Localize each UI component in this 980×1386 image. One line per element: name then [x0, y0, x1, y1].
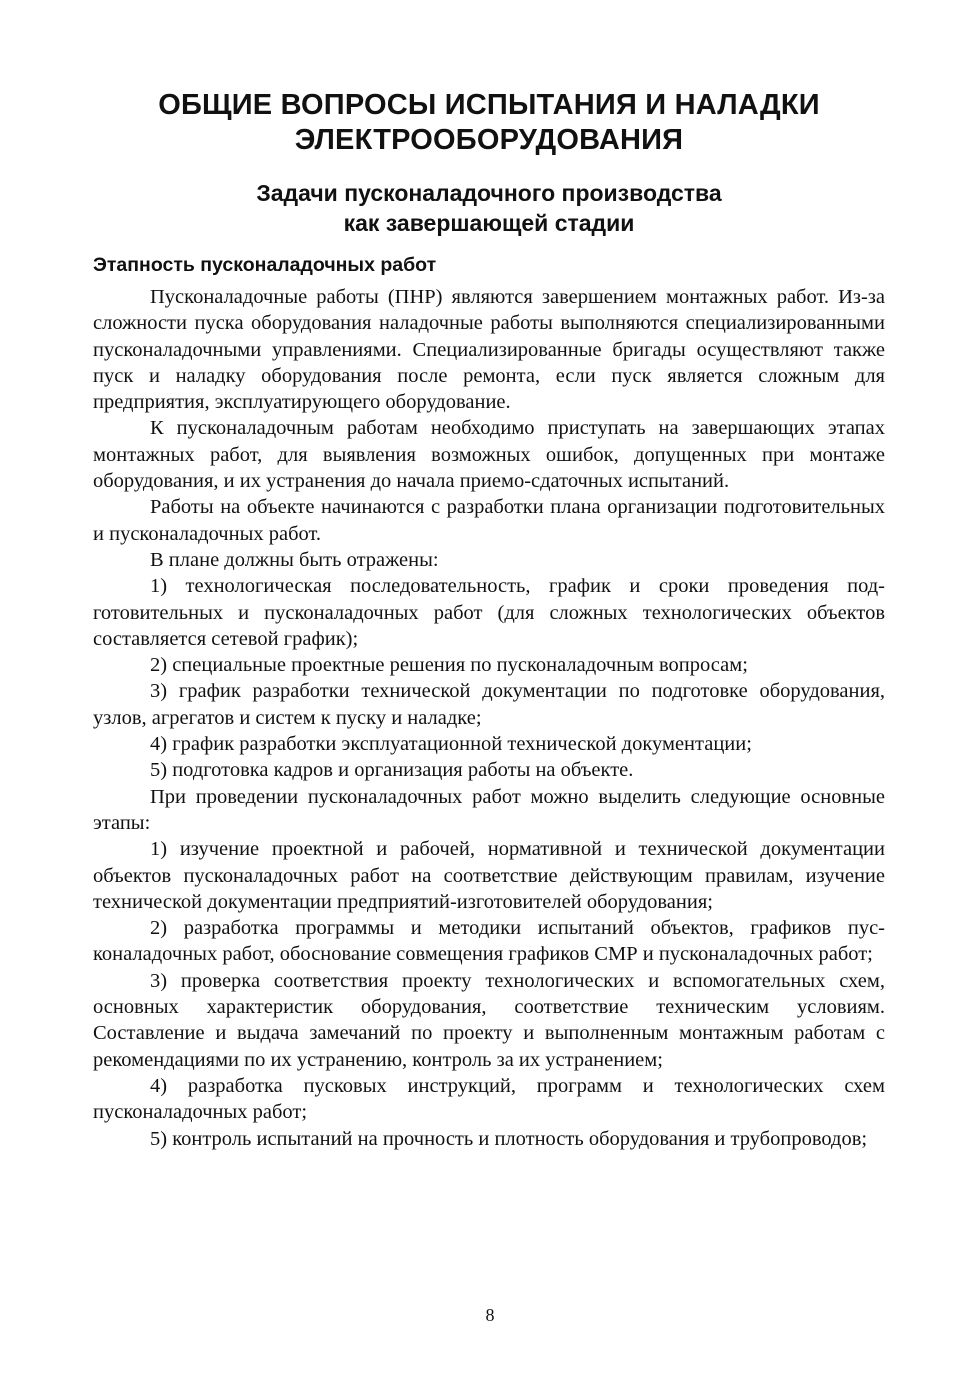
- paragraph: Работы на объекте начинаются с разработки плана организации подготовительных и пусконаладочных работ.: [93, 496, 885, 545]
- page-number: 8: [485, 1305, 495, 1325]
- list-item: 3) проверка соответствия проекту технологических и вспомогательных схем, основных характеристик оборудования, соответствие техническим условиям. Составление и выдача замечаний по проекту и выполненным монтажным работам с рекомендациями по их устранению, контроль за их устранением;: [93, 969, 885, 1071]
- subtitle: [93, 178, 885, 238]
- list-item: 4) график разработки эксплуатационной технической документации;: [150, 733, 752, 756]
- paragraph: При проведении пусконаладочных работ можно выделить следующие основные этапы:: [93, 785, 885, 834]
- list-item: 5) подготовка кадров и организация работы на объекте.: [150, 759, 634, 782]
- section-heading: Этапность пусконаладочных работ: [93, 254, 437, 276]
- paragraph: В плане должны быть отражены:: [150, 548, 439, 571]
- main-title-line-1: ОБЩИЕ ВОПРОСЫ ИСПЫТАНИЯ И НАЛАДКИ: [158, 89, 820, 121]
- document-page: [93, 88, 885, 1152]
- list-item: 2) специальные проектные решения по пусконаладочным вопросам;: [150, 654, 748, 677]
- main-title-line-2: ЭЛЕКТРООБОРУДОВАНИЯ: [294, 124, 684, 156]
- list-item: 4) разработка пусковых инструкций, программ и технологических схем пусконаладочных работ;: [93, 1074, 885, 1124]
- paragraph: К пусконаладочным работам необходимо приступать на завершающих этапах монтажных работ, для выявления возможных ошибок, допущенных при монтаже оборудования, и их устранения до начала приемо-сдаточных испытаний.: [93, 417, 885, 493]
- list-item: 3) график разработки технической документации по подготовке оборудования, узлов, агрегатов и систем к пуску и наладке;: [93, 680, 885, 729]
- list-item: 5) контроль испытаний на прочность и плотность оборудования и трубопроводов;: [150, 1127, 868, 1150]
- subtitle-line-2: как завершающей стадии: [343, 210, 635, 236]
- list-item: 2) разработка программы и методики испытаний объектов, графиков пусконаладочных работ, обоснование совмещения графиков СМР и пусконаладочных работ;: [93, 917, 885, 966]
- subtitle-line-1: Задачи пусконаладочного производства: [256, 180, 722, 206]
- paragraph: Пусконаладочные работы (ПНР) являются завершением монтажных работ. Из-за сложности пуска оборудования наладочные работы выполняются специализированными пусконаладочными управлениями. Специализированные бригады осуществляют также пуск и наладку оборудования после ремонта, если пуск является сложным для предприятия, эксплуатирующего оборудование.: [93, 286, 885, 414]
- list-item: 1) технологическая последовательность, график и сроки проведения подготовительных и пусконаладочных работ (для сложных технологических объектов составляется сетевой график);: [93, 575, 885, 650]
- body-text: [93, 284, 885, 1152]
- main-title: [93, 88, 885, 158]
- list-item: 1) изучение проектной и рабочей, нормативной и технической документации объектов пусконаладочных работ на соответствие действующим правилам, изучение технической документации предприятий-изготовителей оборудования;: [93, 838, 885, 913]
